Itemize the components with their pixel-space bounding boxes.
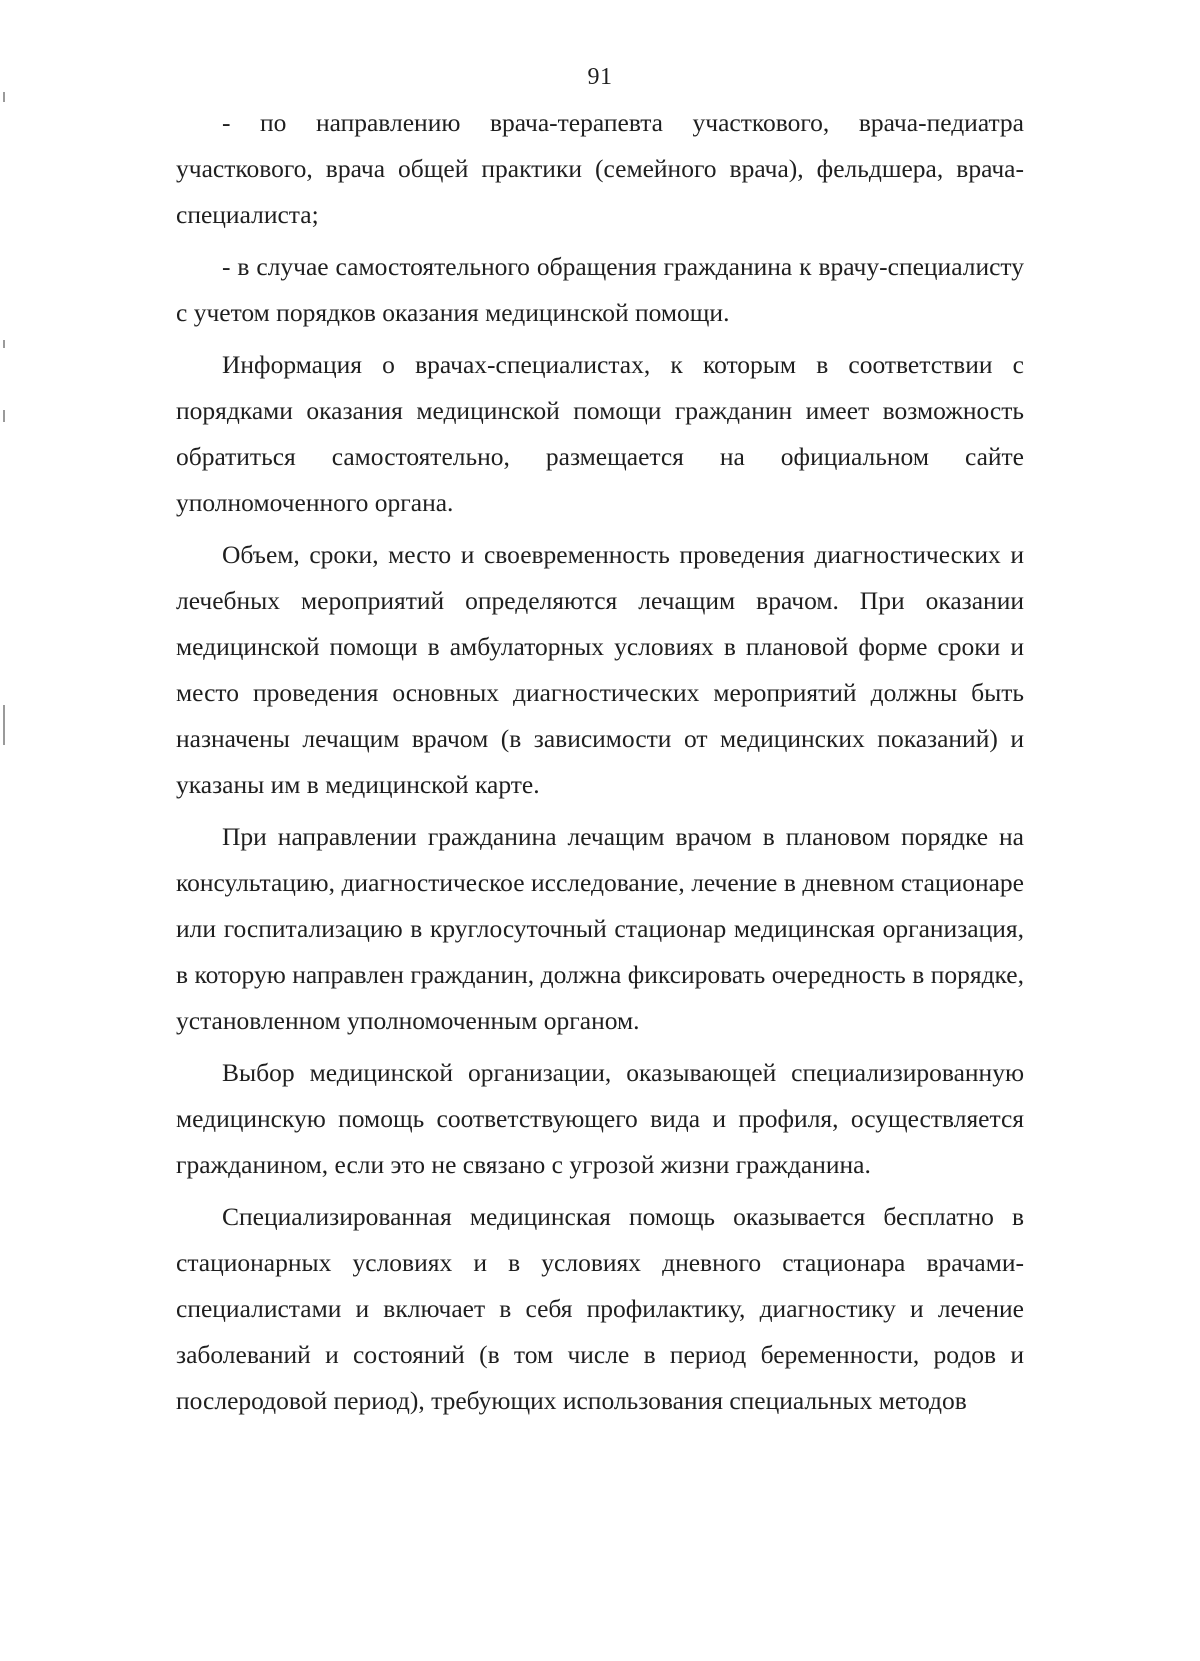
scan-edge-mark: [3, 410, 5, 422]
page-number: 91: [587, 64, 613, 90]
paragraph: Выбор медицинской организации, оказывающей специализированную медицинскую помощь соответствующего вида и профиля, осуществляется гражданином, если это не связано с угрозой жизни гражданина.: [176, 1058, 1024, 1179]
scan-edge-mark: [3, 705, 5, 745]
paragraph: - по направлению врача-терапевта участкового, врача-педиатра участкового, врача общей практики (семейного врача), фельдшера, врача-специалиста;: [176, 108, 1024, 229]
document-body: [176, 100, 1024, 1424]
paragraph: - в случае самостоятельного обращения гражданина к врачу-специалисту с учетом порядков оказания медицинской помощи.: [176, 252, 1024, 327]
paragraph: Специализированная медицинская помощь оказывается бесплатно в стационарных условиях и в условиях дневного стационара врачами-специалистами и включает в себя профилактику, диагностику и лечение заболеваний и состояний (в том числе в период беременности, родов и послеродовой период), требующих использования специальных методов: [176, 1202, 1024, 1415]
scan-edge-mark: [3, 92, 5, 102]
paragraph: При направлении гражданина лечащим врачом в плановом порядке на консультацию, диагностическое исследование, лечение в дневном стационаре или госпитализацию в круглосуточный стационар медицинская организация, в которую направлен гражданин, должна фиксировать очередность в порядке, установленном уполномоченным органом.: [176, 822, 1024, 1035]
paragraph: Объем, сроки, место и своевременность проведения диагностических и лечебных мероприятий определяются лечащим врачом. При оказании медицинской помощи в амбулаторных условиях в плановой форме сроки и место проведения основных диагностических мероприятий должны быть назначены лечащим врачом (в зависимости от медицинских показаний) и указаны им в медицинской карте.: [176, 540, 1024, 799]
paragraph: Информация о врачах-специалистах, к которым в соответствии с порядками оказания медицинской помощи гражданин имеет возможность обратиться самостоятельно, размещается на официальном сайте уполномоченного органа.: [176, 350, 1024, 517]
scan-edge-mark: [3, 340, 5, 348]
